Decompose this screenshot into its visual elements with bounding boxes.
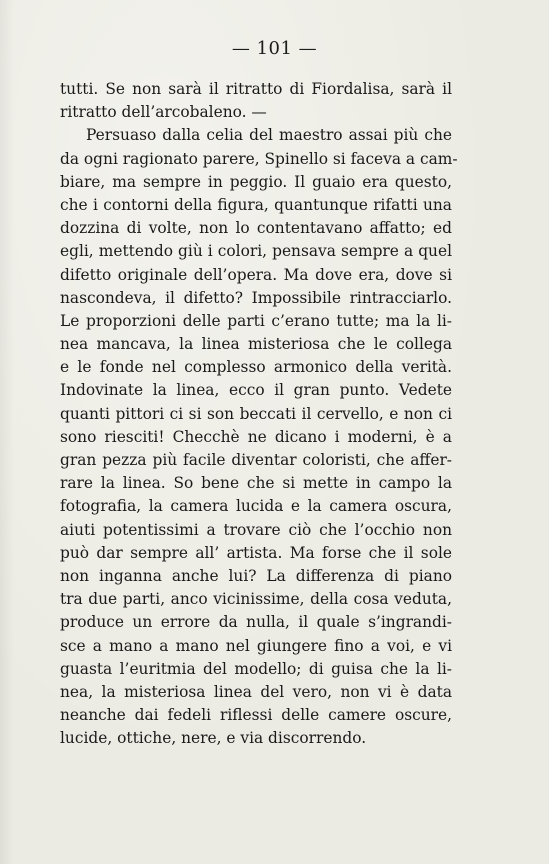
text-line: non inganna anche lui? La differenza di piano: [60, 566, 452, 585]
text-line: aiuti potentissimi a trovare ciò che l’occhio non: [60, 520, 452, 539]
text-line: sono riesciti! Checchè ne dicano i moderni, è a: [60, 427, 452, 446]
text-line: Persuaso dalla celia del maestro assai più che: [86, 126, 452, 145]
text-line: Indovinate la linea, ecco il gran punto. Vedete: [60, 381, 452, 400]
paragraph: [60, 124, 458, 750]
text-line: può dar sempre all’ artista. Ma forse che il sole: [60, 543, 452, 562]
text-line: da ogni ragionato parere, Spinello si faceva a cam-: [60, 149, 458, 168]
text-line: biare, ma sempre in peggio. Il guaio era questo,: [60, 172, 452, 191]
text-line: fotografia, la camera lucida e la camera oscura,: [60, 497, 452, 516]
text-line: sce a mano a mano nel giungere fino a voi, e vi: [60, 636, 452, 655]
body-text: [60, 78, 458, 750]
text-line: tutti. Se non sarà il ritratto di Fiordalisa, sarà il: [60, 80, 452, 98]
text-line: nascondeva, il difetto? Impossibile rintracciarlo.: [60, 288, 452, 307]
text-line: dozzina di volte, non lo contentavano affatto; ed: [60, 219, 452, 238]
text-line: rare la linea. So bene che si mette in campo la: [60, 474, 452, 493]
text-line: nea mancava, la linea misteriosa che le collega: [60, 335, 452, 354]
text-line: neanche dai fedeli riflessi delle camere oscure,: [60, 706, 452, 725]
text-line: guasta l’euritmia del modello; di guisa che la li-: [60, 659, 452, 678]
text-line: lucide, ottiche, nere, e via discorrendo.: [60, 729, 367, 748]
text-line: Le proporzioni delle parti c’erano tutte; ma la li-: [60, 311, 452, 330]
text-line: quanti pittori ci si son beccati il cervello, e non ci: [60, 404, 452, 423]
paragraph: [60, 78, 452, 124]
page-number: — 101 —: [231, 38, 318, 59]
text-line: nea, la misteriosa linea del vero, non vi è data: [60, 682, 452, 701]
text-line: gran pezza più facile diventar coloristi, che affer-: [60, 451, 452, 469]
text-line: ritratto dell’arcobaleno. —: [60, 103, 267, 122]
text-line: difetto originale dell’opera. Ma dove era, dove si: [60, 265, 452, 284]
text-line: che i contorni della figura, quantunque rifatti una: [60, 195, 452, 214]
text-line: e le fonde nel complesso armonico della verità.: [60, 358, 452, 377]
text-line: tra due parti, anco vicinissime, della cosa veduta,: [60, 590, 452, 609]
text-line: egli, mettendo giù i colori, pensava sempre a quel: [60, 242, 452, 261]
text-line: produce un errore da nulla, il quale s’ingrandi-: [60, 613, 452, 632]
